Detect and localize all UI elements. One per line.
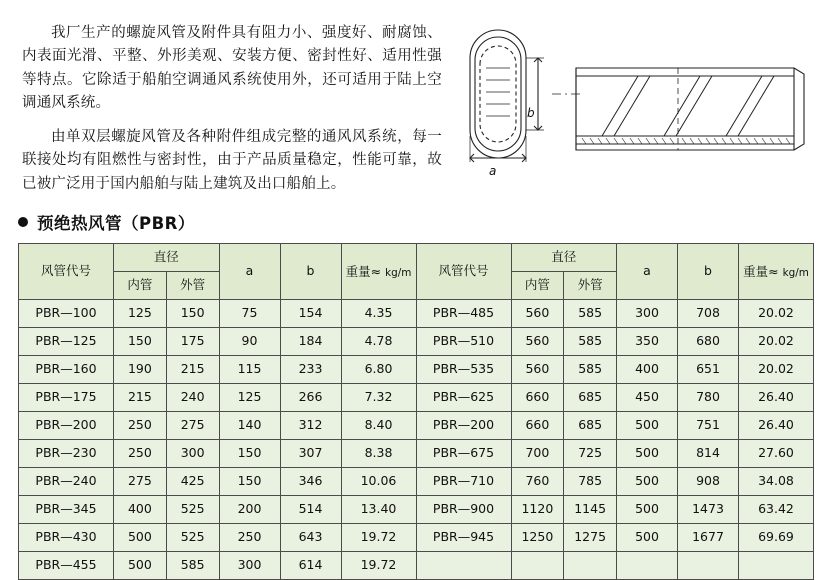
- table-header-row-1: [19, 244, 814, 272]
- cell-code-right: PBR—625: [416, 384, 511, 412]
- cell-b-left: 266: [280, 384, 341, 412]
- cell-b-right: 1677: [678, 524, 739, 552]
- table-row: [19, 496, 814, 524]
- cell-weight-left: 10.06: [341, 468, 416, 496]
- intro-paragraph-1: 我厂生产的螺旋风管及附件具有阻力小、强度好、耐腐蚀、内表面光滑、平整、外形美观、安装方便、密封性好、适用性强等特点。它除适于船舶空调通风系统使用外，还可适用于陆上空调通风系统。: [22, 25, 442, 112]
- cell-a-right: 500: [617, 496, 678, 524]
- cell-weight-right: 20.02: [739, 356, 814, 384]
- cell-outer-right: 1275: [564, 524, 617, 552]
- table-row: [19, 552, 814, 580]
- cell-code-right: PBR—710: [416, 468, 511, 496]
- cell-code-left: PBR—430: [19, 524, 114, 552]
- cell-inner-right: 560: [511, 328, 564, 356]
- cell-a-left: 75: [219, 300, 280, 328]
- cell-b-left: 154: [280, 300, 341, 328]
- cell-code-left: PBR—100: [19, 300, 114, 328]
- cell-a-left: 250: [219, 524, 280, 552]
- cell-code-left: PBR—230: [19, 440, 114, 468]
- cell-a-right: 400: [617, 356, 678, 384]
- cell-outer-right: 725: [564, 440, 617, 468]
- section-heading: [18, 210, 195, 234]
- cell-code-left: PBR—345: [19, 496, 114, 524]
- cell-b-right: 814: [678, 440, 739, 468]
- cell-weight-left: 4.35: [341, 300, 416, 328]
- cell-code-right: [416, 552, 511, 580]
- cell-outer-right: 585: [564, 300, 617, 328]
- cell-code-right: PBR—200: [416, 412, 511, 440]
- spec-table: [18, 243, 814, 580]
- cell-inner-left: 215: [114, 384, 167, 412]
- cell-inner-left: 400: [114, 496, 167, 524]
- figure-label-b: b: [527, 106, 535, 120]
- cell-b-right: 680: [678, 328, 739, 356]
- cell-weight-left: 8.38: [341, 440, 416, 468]
- cell-outer-left: 215: [166, 356, 219, 384]
- table-row: [19, 328, 814, 356]
- cell-outer-right: 1145: [564, 496, 617, 524]
- table-row: [19, 440, 814, 468]
- cell-inner-right: 1250: [511, 524, 564, 552]
- intro-paragraph-2: 由单双层螺旋风管及各种附件组成完整的通风风系统，每一联接处均有阻燃性与密封性，由于产品质量稳定，性能可靠，故已被广泛用于国内船舶与陆上建筑及出口船舶上。: [22, 128, 442, 192]
- cell-outer-left: 150: [166, 300, 219, 328]
- cell-code-left: PBR—175: [19, 384, 114, 412]
- cell-inner-left: 250: [114, 412, 167, 440]
- cell-weight-left: 6.80: [341, 356, 416, 384]
- cell-outer-right: 785: [564, 468, 617, 496]
- header-weight-right-main: 重量≈: [743, 263, 779, 279]
- cell-outer-right: 585: [564, 356, 617, 384]
- cell-b-right: 651: [678, 356, 739, 384]
- cell-inner-right: 760: [511, 468, 564, 496]
- cell-b-left: 514: [280, 496, 341, 524]
- cell-a-left: 115: [219, 356, 280, 384]
- cell-inner-left: 500: [114, 552, 167, 580]
- header-diameter-left: 直径: [114, 244, 220, 272]
- cell-weight-left: 4.78: [341, 328, 416, 356]
- header-weight-right: [739, 244, 814, 300]
- cell-weight-right: 69.69: [739, 524, 814, 552]
- cell-inner-right: 700: [511, 440, 564, 468]
- cell-outer-left: 300: [166, 440, 219, 468]
- duct-drawing-svg: [452, 24, 812, 184]
- cell-a-right: [617, 552, 678, 580]
- header-outer-right: 外管: [564, 272, 617, 300]
- cell-b-left: 643: [280, 524, 341, 552]
- header-a-left: a: [219, 244, 280, 300]
- cell-weight-left: 13.40: [341, 496, 416, 524]
- cell-b-right: 780: [678, 384, 739, 412]
- cell-a-left: 200: [219, 496, 280, 524]
- cell-code-right: PBR—900: [416, 496, 511, 524]
- cell-a-left: 90: [219, 328, 280, 356]
- cell-weight-left: 19.72: [341, 552, 416, 580]
- cell-outer-left: 275: [166, 412, 219, 440]
- cell-code-left: PBR—125: [19, 328, 114, 356]
- spec-table-body: [19, 300, 814, 580]
- cell-a-right: 500: [617, 412, 678, 440]
- cell-b-left: 233: [280, 356, 341, 384]
- cell-b-right: 1473: [678, 496, 739, 524]
- cell-weight-right: 26.40: [739, 412, 814, 440]
- cell-b-left: 184: [280, 328, 341, 356]
- duct-technical-drawing: [452, 24, 812, 184]
- cell-code-left: PBR—200: [19, 412, 114, 440]
- header-weight-left: [341, 244, 416, 300]
- spec-table-head: [19, 244, 814, 300]
- cell-b-left: 312: [280, 412, 341, 440]
- cell-a-right: 500: [617, 468, 678, 496]
- cell-weight-right: 27.60: [739, 440, 814, 468]
- cell-code-right: PBR—945: [416, 524, 511, 552]
- header-b-right: b: [678, 244, 739, 300]
- cell-inner-left: 275: [114, 468, 167, 496]
- cell-a-right: 450: [617, 384, 678, 412]
- spec-table-wrapper: [18, 243, 814, 580]
- table-row: [19, 356, 814, 384]
- cell-outer-right: [564, 552, 617, 580]
- cell-b-left: 346: [280, 468, 341, 496]
- cell-a-right: 500: [617, 440, 678, 468]
- cell-a-left: 150: [219, 440, 280, 468]
- header-code-right: 风管代号: [416, 244, 511, 300]
- header-a-right: a: [617, 244, 678, 300]
- cell-b-right: [678, 552, 739, 580]
- cell-inner-left: 500: [114, 524, 167, 552]
- cell-inner-left: 250: [114, 440, 167, 468]
- header-inner-left: 内管: [114, 272, 167, 300]
- cell-code-right: PBR—675: [416, 440, 511, 468]
- section-title: 预绝热风管（PBR）: [37, 214, 195, 233]
- cell-a-right: 500: [617, 524, 678, 552]
- table-row: [19, 384, 814, 412]
- cell-inner-left: 125: [114, 300, 167, 328]
- cell-inner-right: [511, 552, 564, 580]
- cell-inner-right: 660: [511, 412, 564, 440]
- cell-outer-left: 585: [166, 552, 219, 580]
- cell-weight-right: 20.02: [739, 328, 814, 356]
- bullet-icon: [18, 217, 28, 227]
- cell-outer-right: 685: [564, 384, 617, 412]
- header-weight-left-main: 重量≈: [345, 263, 382, 279]
- cell-code-left: PBR—160: [19, 356, 114, 384]
- cell-code-left: PBR—240: [19, 468, 114, 496]
- header-code-left: 风管代号: [19, 244, 114, 300]
- cell-weight-right: 34.08: [739, 468, 814, 496]
- cell-inner-right: 560: [511, 300, 564, 328]
- header-outer-left: 外管: [166, 272, 219, 300]
- cell-b-left: 307: [280, 440, 341, 468]
- cell-a-left: 140: [219, 412, 280, 440]
- cell-inner-right: 560: [511, 356, 564, 384]
- cell-weight-left: 19.72: [341, 524, 416, 552]
- header-weight-right-unit: kg/m: [782, 266, 809, 279]
- cell-a-right: 300: [617, 300, 678, 328]
- cell-code-left: PBR—455: [19, 552, 114, 580]
- cell-a-left: 125: [219, 384, 280, 412]
- cell-outer-right: 585: [564, 328, 617, 356]
- cell-weight-left: 7.32: [341, 384, 416, 412]
- header-weight-left-unit: kg/m: [385, 266, 412, 279]
- cell-code-right: PBR—510: [416, 328, 511, 356]
- cell-weight-left: 8.40: [341, 412, 416, 440]
- header-inner-right: 内管: [511, 272, 564, 300]
- cell-outer-right: 685: [564, 412, 617, 440]
- cell-outer-left: 175: [166, 328, 219, 356]
- intro-text-block: [22, 22, 442, 206]
- cell-weight-right: 26.40: [739, 384, 814, 412]
- cell-outer-left: 525: [166, 524, 219, 552]
- figure-label-a: a: [489, 164, 497, 178]
- cell-outer-left: 425: [166, 468, 219, 496]
- cell-b-right: 908: [678, 468, 739, 496]
- cell-outer-left: 240: [166, 384, 219, 412]
- cell-inner-left: 150: [114, 328, 167, 356]
- table-row: [19, 468, 814, 496]
- cell-a-right: 350: [617, 328, 678, 356]
- cell-b-right: 708: [678, 300, 739, 328]
- cell-weight-right: 20.02: [739, 300, 814, 328]
- cell-code-right: PBR—485: [416, 300, 511, 328]
- cell-a-left: 300: [219, 552, 280, 580]
- cell-b-right: 751: [678, 412, 739, 440]
- cell-code-right: PBR—535: [416, 356, 511, 384]
- header-b-left: b: [280, 244, 341, 300]
- cell-a-left: 150: [219, 468, 280, 496]
- cell-inner-right: 1120: [511, 496, 564, 524]
- cell-b-left: 614: [280, 552, 341, 580]
- cell-weight-right: 63.42: [739, 496, 814, 524]
- table-row: [19, 524, 814, 552]
- cell-weight-right: [739, 552, 814, 580]
- table-row: [19, 300, 814, 328]
- cell-outer-left: 525: [166, 496, 219, 524]
- cell-inner-right: 660: [511, 384, 564, 412]
- header-diameter-right: 直径: [511, 244, 617, 272]
- cell-inner-left: 190: [114, 356, 167, 384]
- table-row: [19, 412, 814, 440]
